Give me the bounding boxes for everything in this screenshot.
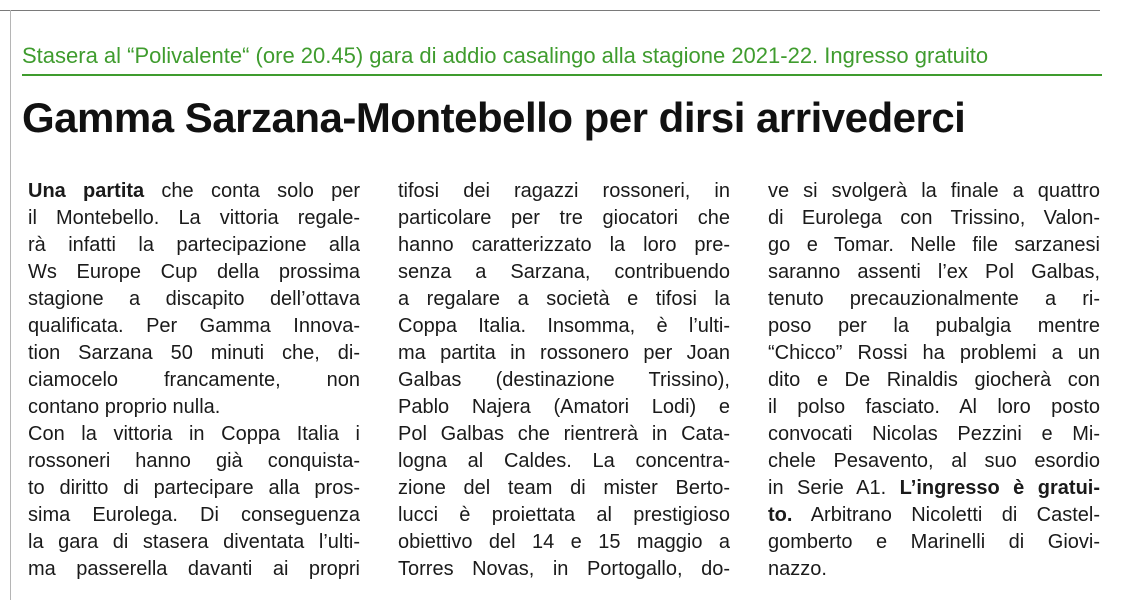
body-text-line: go e Tomar. Nelle file sarzanesi <box>768 234 1100 256</box>
bold-tail-text: L’ingresso è gratui- <box>899 477 1100 499</box>
body-text-line: poso per la pubalgia mentre <box>768 315 1100 337</box>
body-text-line: ve si svolgerà la finale a quattro <box>768 180 1100 202</box>
article-headline: Gamma Sarzana-Montebello per dirsi arrivederci <box>22 94 966 141</box>
body-text-line: “Chicco” Rossi ha problemi a un <box>768 342 1100 364</box>
top-divider <box>0 10 1100 11</box>
body-text-line: Coppa Italia. Insomma, è l’ulti- <box>398 315 730 337</box>
bold-lead-text: Una partita <box>28 180 145 202</box>
body-text-line: sima Eurolega. Di conseguenza <box>28 504 360 526</box>
body-text-line <box>768 475 1100 502</box>
body-text-line: senza a Sarzana, contribuendo <box>398 261 730 283</box>
body-text-line: rossoneri hanno già conquista- <box>28 450 360 472</box>
body-text-line: a regalare a società e tifosi la <box>398 288 730 310</box>
body-text-line: qualificata. Per Gamma Innova- <box>28 315 360 337</box>
body-text-run: in Serie A1. <box>768 477 900 499</box>
body-text-line: hanno caratterizzato la loro pre- <box>398 234 730 256</box>
body-text-line: Pablo Najera (Amatori Lodi) e <box>398 396 730 418</box>
article-column-3 <box>768 178 1100 583</box>
body-text-run: che conta solo per <box>144 180 360 202</box>
body-text-line: gomberto e Marinelli di Giovi- <box>768 531 1100 553</box>
body-text-line: il polso fasciato. Al loro posto <box>768 396 1100 418</box>
body-text-line: tifosi dei ragazzi rossoneri, in <box>398 180 730 202</box>
body-text-line: ma partita in rossonero per Joan <box>398 342 730 364</box>
body-text-line: convocati Nicolas Pezzini e Mi- <box>768 423 1100 445</box>
body-text-line: stagione a discapito dell’ottava <box>28 288 360 310</box>
body-text-line: Torres Novas, in Portogallo, do- <box>398 558 730 580</box>
body-text-line: di Eurolega con Trissino, Valon- <box>768 207 1100 229</box>
body-text-line: Con la vittoria in Coppa Italia i <box>28 423 360 445</box>
body-text-line: tenuto precauzionalmente a ri- <box>768 288 1100 310</box>
left-divider <box>10 10 11 600</box>
body-text-line: zione del team di mister Berto- <box>398 477 730 499</box>
body-text-line: Ws Europe Cup della prossima <box>28 261 360 283</box>
body-text-line: ma passerella davanti ai propri <box>28 558 360 580</box>
body-text-line: dito e De Rinaldis giocherà con <box>768 369 1100 391</box>
body-text-line: il Montebello. La vittoria regale- <box>28 207 360 229</box>
body-text-line: rà infatti la partecipazione alla <box>28 234 360 256</box>
body-text-line: chele Pesavento, al suo esordio <box>768 450 1100 472</box>
body-text-line: saranno assenti l’ex Pol Galbas, <box>768 261 1100 283</box>
article-column-1 <box>28 178 360 583</box>
body-text-line: to diritto di partecipare alla pros- <box>28 477 360 499</box>
body-text-line <box>768 502 1100 529</box>
body-text-run: Arbitrano Nicoletti di Castel- <box>792 504 1100 526</box>
body-text-line: ciamocelo francamente, non <box>28 369 360 391</box>
article-column-2 <box>398 178 730 583</box>
body-text-line: logna al Caldes. La concentra- <box>398 450 730 472</box>
body-text-line: la gara di stasera diventata l’ulti- <box>28 531 360 553</box>
body-text-line: lucci è proiettata al prestigioso <box>398 504 730 526</box>
body-text-line: obiettivo del 14 e 15 maggio a <box>398 531 730 553</box>
body-text-line: tion Sarzana 50 minuti che, di- <box>28 342 360 364</box>
kicker-subheadline: Stasera al “Polivalente“ (ore 20.45) gara di addio casalingo alla stagione 2021-22. Ingresso gratuito <box>22 43 989 68</box>
bold-lead-text: to. <box>768 504 793 526</box>
body-text-line: Galbas (destinazione Trissino), <box>398 369 730 391</box>
body-text-line: nazzo. <box>768 558 827 580</box>
body-text-line: contano proprio nulla. <box>28 396 221 418</box>
body-text-line <box>28 178 360 205</box>
body-text-line: Pol Galbas che rientrerà in Cata- <box>398 423 730 445</box>
body-text-line: particolare per tre giocatori che <box>398 207 730 229</box>
kicker-underline <box>22 74 1102 76</box>
